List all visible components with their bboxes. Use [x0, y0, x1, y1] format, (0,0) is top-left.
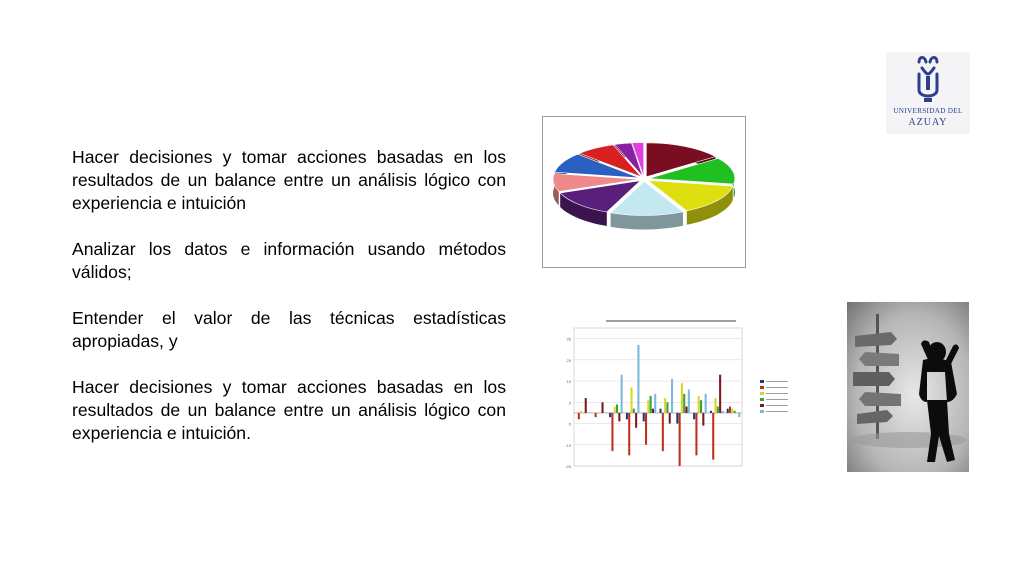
legend-label-placeholder	[766, 405, 788, 406]
university-logo	[886, 52, 970, 134]
y-tick-label: 35	[566, 336, 571, 342]
logo-text-line1: UNIVERSIDAD DEL	[893, 107, 963, 115]
bar-g9-s2	[712, 413, 714, 460]
bar-g7-s3	[681, 383, 683, 413]
bar-g6-s2	[662, 413, 664, 451]
bar-g7-s6	[688, 390, 690, 413]
paragraph-1: Hacer decisiones y tomar acciones basadas en los resultados de un balance entre un análisis lógico con experiencia e intuición	[72, 147, 506, 213]
chart-title-placeholder	[606, 320, 736, 322]
legend-swatch	[760, 410, 764, 413]
bar-g3-s5	[618, 413, 620, 421]
bar-g8-s2	[695, 413, 697, 455]
y-tick-label: -5	[567, 421, 571, 427]
legend-label-placeholder	[766, 411, 788, 412]
paragraph-4: Hacer decisiones y tomar acciones basadas en los resultados de un balance entre un análisis lógico con experiencia e intuición.	[72, 377, 506, 443]
bar-g5-s5	[652, 409, 654, 413]
bar-g7-s1	[676, 413, 678, 424]
legend-swatch	[760, 392, 764, 395]
legend-swatch	[760, 380, 764, 383]
paragraph-2: Analizar los datos e información usando métodos válidos;	[72, 239, 506, 282]
bar-g4-s6	[637, 345, 639, 413]
bar-g6-s6	[671, 379, 673, 413]
bar-g7-s2	[679, 413, 681, 466]
bar-g1-s5	[585, 398, 587, 413]
bar-g5-s2	[645, 413, 647, 445]
paragraph-3: Entender el valor de las técnicas estadísticas apropiadas, y	[72, 308, 506, 351]
bar-g10-s6	[738, 413, 740, 417]
bar-g3-s1	[609, 413, 611, 417]
bar-g8-s5	[702, 413, 704, 426]
bar-chart-image	[556, 314, 812, 474]
bar-g4-s4	[633, 409, 635, 413]
bar-g9-s3	[715, 398, 717, 413]
legend-swatch	[760, 398, 764, 401]
bar-g3-s4	[616, 404, 618, 412]
bar-g3-s2	[611, 413, 613, 451]
bar-g1-s2	[578, 413, 580, 419]
bar-g8-s6	[705, 394, 707, 413]
bar-g6-s5	[669, 413, 671, 424]
bullet-text-block	[72, 146, 506, 445]
plot-area	[574, 328, 742, 466]
bar-g5-s6	[654, 394, 656, 413]
pie-chart-svg	[543, 117, 745, 267]
bar-g8-s4	[700, 400, 702, 413]
person-silhouette-icon	[847, 302, 969, 472]
bar-g2-s2	[595, 413, 597, 417]
bar-g9-s6	[721, 411, 723, 413]
legend-label-placeholder	[766, 387, 788, 388]
university-crest-icon	[886, 52, 970, 108]
bar-g10-s4	[734, 411, 736, 413]
legend-swatch	[760, 404, 764, 407]
legend-label-placeholder	[766, 393, 788, 394]
bar-g5-s3	[647, 400, 649, 413]
bar-g6-s1	[660, 409, 662, 413]
bar-g4-s1	[626, 413, 628, 419]
bar-g7-s5	[686, 407, 688, 413]
bar-g9-s5	[719, 375, 721, 413]
bar-g10-s1	[727, 409, 729, 413]
bar-g5-s1	[643, 413, 645, 421]
y-tick-label: 15	[566, 379, 571, 385]
legend-label-placeholder	[766, 399, 788, 400]
bar-g6-s3	[664, 398, 666, 413]
bar-g3-s6	[621, 375, 623, 413]
legend-swatch	[760, 386, 764, 389]
bar-g8-s1	[693, 413, 695, 419]
bar-g10-s2	[729, 407, 731, 413]
y-tick-label: -15	[565, 442, 571, 448]
bar-g9-s1	[710, 411, 712, 413]
bar-g4-s2	[628, 413, 630, 455]
bar-g5-s4	[650, 396, 652, 413]
bar-g7-s4	[683, 394, 685, 413]
bar-g3-s3	[614, 407, 616, 413]
logo-text-line2: AZUAY	[908, 117, 948, 128]
bar-g1-s3	[580, 411, 582, 413]
bar-g6-s4	[666, 402, 668, 413]
bar-g10-s3	[731, 409, 733, 413]
y-tick-label: 25	[566, 357, 571, 363]
bar-g2-s5	[602, 402, 604, 413]
y-tick-label: -25	[565, 464, 571, 469]
pie-chart-image	[542, 116, 746, 268]
y-tick-label: 5	[568, 400, 571, 406]
bar-chart-svg	[556, 314, 812, 474]
bar-g8-s3	[698, 396, 700, 413]
bar-g4-s5	[635, 413, 637, 428]
legend-label-placeholder	[766, 381, 788, 382]
person-signpost-photo	[847, 302, 969, 472]
bar-g9-s4	[717, 407, 719, 413]
bar-g4-s3	[631, 387, 633, 412]
